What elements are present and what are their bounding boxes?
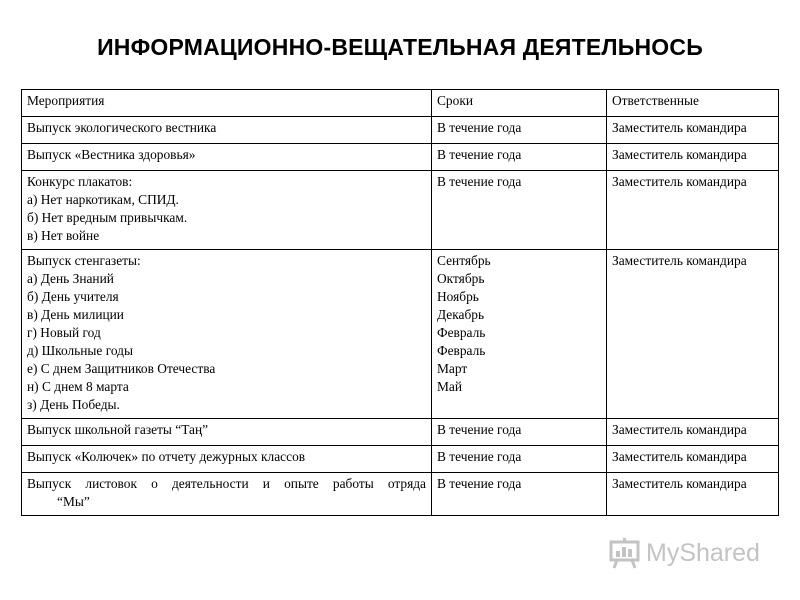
event-cell: Выпуск «Вестника здоровья» — [22, 144, 432, 171]
responsible-cell: Заместитель командира — [607, 117, 779, 144]
responsible-cell: Заместитель командира — [607, 144, 779, 171]
event-cell: Выпуск школьной газеты “Таң” — [22, 419, 432, 446]
responsible-cell: Заместитель командира — [607, 171, 779, 250]
watermark-text: MyShared — [646, 539, 760, 567]
table-row — [22, 419, 779, 446]
table-header-row — [22, 90, 779, 117]
header-period: Сроки — [432, 90, 607, 117]
period-cell: В течение года — [432, 117, 607, 144]
event-cell: Выпуск «Колючек» по отчету дежурных классов — [22, 446, 432, 473]
table-row — [22, 171, 779, 250]
period-cell: Сентябрь Октябрь Ноябрь Декабрь Февраль Февраль Март Май — [432, 250, 607, 419]
table-row — [22, 473, 779, 516]
header-responsible: Ответственные — [607, 90, 779, 117]
page-title: ИНФОРМАЦИОННО-ВЕЩАТЕЛЬНАЯ ДЕЯТЕЛЬНОСЬ — [97, 34, 703, 60]
table-row — [22, 250, 779, 419]
event-cell: Конкурс плакатов: а) Нет наркотикам, СПИД. б) Нет вредным привычкам. в) Нет войне — [22, 171, 432, 250]
presentation-board-icon — [608, 536, 642, 575]
watermark — [608, 536, 778, 572]
period-cell: В течение года — [432, 144, 607, 171]
table-row — [22, 144, 779, 171]
event-cell: Выпуск листовок о деятельности и опыте работы отряда “Мы” — [22, 473, 432, 516]
responsible-cell: Заместитель командира — [607, 473, 779, 516]
event-cell: Выпуск стенгазеты: а) День Знаний б) День учителя в) День милиции г) Новый год д) Школьные годы е) С днем Защитников Отечества н) С днем 8 марта з) День Победы. — [22, 250, 432, 419]
activities-table — [21, 89, 779, 516]
table-row — [22, 117, 779, 144]
period-cell: В течение года — [432, 473, 607, 516]
responsible-cell: Заместитель командира — [607, 446, 779, 473]
period-cell: В течение года — [432, 171, 607, 250]
header-events: Мероприятия — [22, 90, 432, 117]
responsible-cell: Заместитель командира — [607, 419, 779, 446]
period-cell: В течение года — [432, 419, 607, 446]
table-row — [22, 446, 779, 473]
event-cell: Выпуск экологического вестника — [22, 117, 432, 144]
responsible-cell: Заместитель командира — [607, 250, 779, 419]
period-cell: В течение года — [432, 446, 607, 473]
